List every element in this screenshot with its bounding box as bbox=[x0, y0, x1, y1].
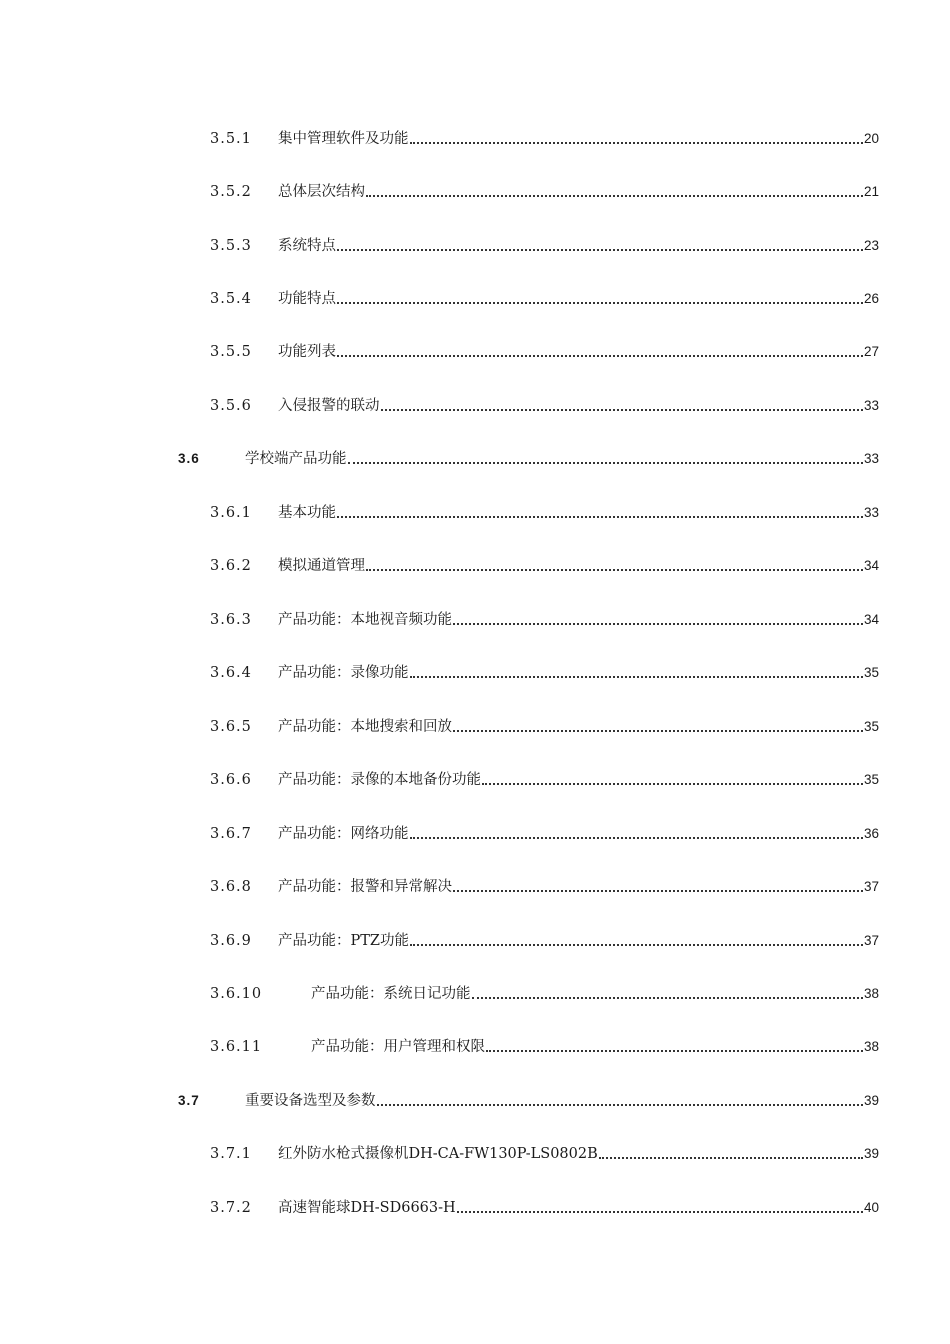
dot-leader bbox=[482, 783, 863, 785]
toc-entry-page: 38 bbox=[863, 1039, 879, 1054]
toc-entry-page: 39 bbox=[863, 1146, 879, 1161]
toc-entry-title: 产品功能：录像的本地备份功能 bbox=[278, 772, 481, 788]
toc-entry-page: 35 bbox=[863, 665, 879, 680]
toc-entry-page: 39 bbox=[863, 1093, 879, 1108]
toc-entry-title: 重要设备选型及参数 bbox=[245, 1093, 376, 1109]
toc-entry-3-7-2[interactable] bbox=[210, 1193, 879, 1217]
toc-entry-number: 3.7.1 bbox=[210, 1146, 252, 1162]
toc-entry-page: 33 bbox=[863, 505, 879, 520]
toc-entry-page: 27 bbox=[863, 344, 879, 359]
toc-entry-number: 3.5.2 bbox=[210, 184, 252, 200]
toc-entry-3-6[interactable] bbox=[178, 444, 879, 468]
toc-entry-number: 3.6.9 bbox=[210, 933, 252, 949]
toc-entry-3-5-5[interactable] bbox=[210, 337, 879, 361]
toc-entry-3-6-6[interactable] bbox=[210, 765, 879, 789]
toc-entry-number: 3.5.5 bbox=[210, 344, 252, 360]
toc-entry-number: 3.6.1 bbox=[210, 505, 252, 521]
toc-entry-title: 入侵报警的联动 bbox=[278, 398, 380, 414]
dot-leader bbox=[366, 195, 863, 197]
toc-entry-number: 3.7 bbox=[178, 1093, 200, 1108]
dot-leader bbox=[366, 569, 863, 571]
toc-entry-number: 3.6.10 bbox=[210, 986, 263, 1002]
toc-entry-title: 产品功能：网络功能 bbox=[278, 826, 409, 842]
dot-leader bbox=[453, 730, 863, 732]
dot-leader bbox=[337, 355, 863, 357]
toc-entry-title: 产品功能：本地视音频功能 bbox=[278, 612, 452, 628]
toc-entry-page: 26 bbox=[863, 291, 879, 306]
toc-entry-title: 产品功能：录像功能 bbox=[278, 665, 409, 681]
toc-entry-number: 3.6.5 bbox=[210, 719, 252, 735]
toc-entry-page: 38 bbox=[863, 986, 879, 1001]
toc-entry-title: 产品功能：PTZ功能 bbox=[278, 933, 410, 949]
toc-entry-page: 37 bbox=[863, 933, 879, 948]
toc-entry-number: 3.6.3 bbox=[210, 612, 252, 628]
toc-entry-number: 3.6.2 bbox=[210, 558, 252, 574]
toc-entry-number: 3.5.4 bbox=[210, 291, 252, 307]
dot-leader bbox=[337, 302, 863, 304]
dot-leader bbox=[348, 462, 863, 464]
dot-leader bbox=[410, 944, 863, 946]
toc-entry-page: 37 bbox=[863, 879, 879, 894]
toc-entry-3-6-5[interactable] bbox=[210, 712, 879, 736]
toc-entry-3-5-6[interactable] bbox=[210, 391, 879, 415]
toc-entry-3-6-11[interactable] bbox=[210, 1032, 879, 1056]
toc-entry-page: 34 bbox=[863, 612, 879, 627]
toc-entry-page: 33 bbox=[863, 398, 879, 413]
toc-entry-3-7-1[interactable] bbox=[210, 1139, 879, 1163]
dot-leader bbox=[337, 516, 863, 518]
toc-entry-number: 3.7.2 bbox=[210, 1200, 252, 1216]
toc-entry-3-6-2[interactable] bbox=[210, 551, 879, 575]
dot-leader bbox=[381, 409, 863, 411]
toc-entry-number: 3.5.1 bbox=[210, 131, 252, 147]
toc-entry-number: 3.6.8 bbox=[210, 879, 252, 895]
toc-entry-title: 功能列表 bbox=[278, 344, 336, 360]
dot-leader bbox=[453, 890, 863, 892]
toc-entry-page: 35 bbox=[863, 719, 879, 734]
toc-entry-number: 3.6.4 bbox=[210, 665, 252, 681]
toc-entry-title: 产品功能：报警和异常解决 bbox=[278, 879, 452, 895]
toc-entry-title: 高速智能球DH-SD6663-H bbox=[278, 1200, 456, 1216]
dot-leader bbox=[486, 1050, 863, 1052]
toc-entry-title: 产品功能：本地搜索和回放 bbox=[278, 719, 452, 735]
toc-entry-title: 总体层次结构 bbox=[278, 184, 365, 200]
toc-entry-number: 3.6.11 bbox=[210, 1039, 263, 1055]
toc-entry-title: 产品功能：系统日记功能 bbox=[311, 986, 471, 1002]
toc-entry-3-6-1[interactable] bbox=[210, 498, 879, 522]
toc-entry-3-6-4[interactable] bbox=[210, 658, 879, 682]
toc-entry-3-5-2[interactable] bbox=[210, 177, 879, 201]
toc-entry-title: 学校端产品功能 bbox=[245, 451, 347, 467]
toc-entry-3-6-9[interactable] bbox=[210, 926, 879, 950]
toc-entry-title: 产品功能：用户管理和权限 bbox=[311, 1039, 485, 1055]
toc-entry-page: 40 bbox=[863, 1200, 879, 1215]
dot-leader bbox=[377, 1104, 863, 1106]
toc-entry-page: 23 bbox=[863, 238, 879, 253]
dot-leader bbox=[337, 249, 863, 251]
toc-entry-title: 集中管理软件及功能 bbox=[278, 131, 409, 147]
toc-entry-number: 3.6.6 bbox=[210, 772, 252, 788]
toc-entry-page: 21 bbox=[863, 184, 879, 199]
toc-entry-3-6-10[interactable] bbox=[210, 979, 879, 1003]
toc-entry-page: 36 bbox=[863, 826, 879, 841]
toc-entry-number: 3.6 bbox=[178, 451, 200, 466]
toc-entry-3-6-8[interactable] bbox=[210, 872, 879, 896]
toc-entry-title: 基本功能 bbox=[278, 505, 336, 521]
toc-entry-page: 33 bbox=[863, 451, 879, 466]
dot-leader bbox=[410, 142, 863, 144]
toc-entry-title: 功能特点 bbox=[278, 291, 336, 307]
toc-entry-number: 3.6.7 bbox=[210, 826, 252, 842]
toc-entry-page: 34 bbox=[863, 558, 879, 573]
toc-entry-title: 模拟通道管理 bbox=[278, 558, 365, 574]
toc-entry-3-6-7[interactable] bbox=[210, 819, 879, 843]
toc-entry-3-5-1[interactable] bbox=[210, 124, 879, 148]
dot-leader bbox=[457, 1211, 863, 1213]
toc-entry-page: 35 bbox=[863, 772, 879, 787]
dot-leader bbox=[410, 837, 863, 839]
toc-entry-title: 红外防水枪式摄像机DH-CA-FW130P-LS0802B bbox=[278, 1146, 598, 1162]
toc-entry-3-5-4[interactable] bbox=[210, 284, 879, 308]
dot-leader bbox=[472, 997, 863, 999]
toc-entry-number: 3.5.6 bbox=[210, 398, 252, 414]
dot-leader bbox=[599, 1157, 863, 1159]
toc-entry-page: 20 bbox=[863, 131, 879, 146]
toc-entry-3-7[interactable] bbox=[178, 1086, 879, 1110]
toc-entry-title: 系统特点 bbox=[278, 238, 336, 254]
toc-entry-3-5-3[interactable] bbox=[210, 231, 879, 255]
dot-leader bbox=[453, 623, 863, 625]
toc-entry-number: 3.5.3 bbox=[210, 238, 252, 254]
dot-leader bbox=[410, 676, 863, 678]
toc-entry-3-6-3[interactable] bbox=[210, 605, 879, 629]
